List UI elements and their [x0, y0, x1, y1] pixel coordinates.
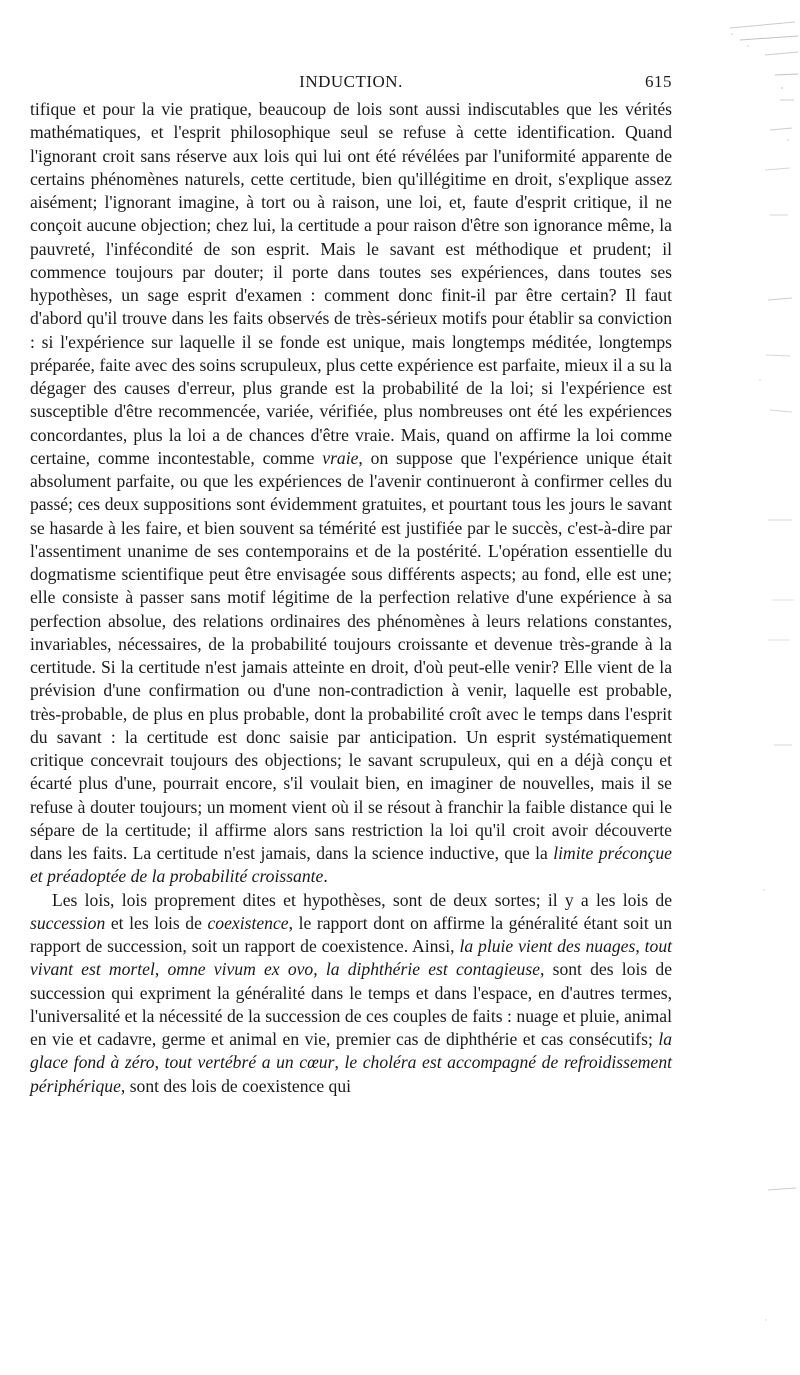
paragraph-2-italic-3: la pluie vient des nuages: [459, 936, 636, 956]
paragraph-2-text-10: , sont des lois de coexistence qui: [120, 1075, 352, 1096]
paragraph-2-text-1: Les lois, lois proprement dites et hypothèses, sont de deux sortes; il y a les lois de: [52, 889, 672, 910]
paragraph-2-italic-4: tout vivant est mortel: [30, 936, 673, 980]
paragraph-2-italic-7: la glace fond à zéro: [30, 1029, 672, 1073]
paragraph-2-text-5: ,: [154, 959, 168, 980]
paragraph-2-italic-5: omne vivum ex ovo: [167, 959, 314, 980]
paragraph-1-italic-1: vraie: [322, 447, 359, 468]
paragraph-2-text-2: et les lois de: [105, 912, 208, 933]
paragraph-2-italic-6: la diphthérie est contagieuse: [325, 959, 541, 980]
paragraph-1: [30, 98, 672, 889]
paragraph-2-italic-1: succession: [30, 912, 106, 933]
paragraph-2-italic-8: tout vertébré a un cœur: [164, 1052, 335, 1073]
paragraph-2-text-9: ,: [334, 1052, 345, 1073]
paragraph-2-text-8: ,: [154, 1052, 165, 1073]
paragraph-1-text-1: tifique et pour la vie pratique, beaucoup de lois sont aussi indiscutables que les vérités mathématiques, et l'esprit philosophique seul se refuse à cette identification. Quand l'ignorant croit sans réserve aux lois qui lui ont été révélées par l'uniformité apparente de certains phénomènes naturels, cette certitude, bien qu'illégitime en droit, s'explique assez aisément; l'ignorant imagine, à tort ou à raison, une loi, et, faute d'esprit critique, il ne conçoit aucune objection; chez lui, la certitude a pour raison d'être son ignorance même, la pauvreté, l'infécondité de son esprit. Mais le savant est méthodique et prudent; il commence toujours par douter; il porte dans toutes ses expériences, dans toutes ses hypothèses, un sage esprit d'examen : comment donc finit-il par être certain? Il faut d'abord qu'il trouve dans les faits observés de très-sérieux motifs pour établir sa conviction : si l'expérience sur laquelle il se fonde est unique, mais longtemps méditée, longtemps préparée, faite avec des soins scrupuleux, plus cette expérience est parfaite, mieux il a su la dégager des causes d'erreur, plus grande est la probabilité de la loi; si l'expérience est susceptible d'être recommencée, variée, vérifiée, plus nombreuses ont été les expériences concordantes, plus la loi a de chances d'être vraie. Mais, quand on affirme la loi comme certaine, comme incontestable, comme: [30, 99, 672, 468]
paragraph-2: [30, 889, 672, 1098]
paragraph-2-text-7: , sont des lois de succession qui expriment la généralité dans le temps et dans l'espace, en d'autres termes, l'universalité et la nécessité de la succession de ces couples de faits : nuage et pluie, animal en vie et cadavre, germe et animal en vie, premier cas de diphthérie et cas consécutifs;: [30, 959, 673, 1049]
paragraph-2-text-3: , le rapport dont on affirme la généralité étant soit un rapport de succession, soit un rapport de coexistence. Ainsi,: [30, 912, 672, 956]
paragraph-1-italic-2: limite préconçue et préadoptée de la probabilité croissante: [30, 843, 672, 887]
paragraph-1-text-2: , on suppose que l'expérience unique était absolument parfaite, ou que les expériences de l'avenir continueront à confirmer celles du passé; ces deux suppositions sont évidemment gratuites, et pourtant tous les jours le savant se hasarde à les faire, et bien souvent sa témérité est justifiée par le succès, c'est-à-dire par l'assentiment unanime de ses contemporains et de la postérité. L'opération essentielle du dogmatisme scientifique peut être envisagée sous différents aspects; au fond, elle est une; elle consiste à passer sans motif légitime de la perfection relative d'une expérience à sa perfection absolue, des relations ordinaires des phénomènes à leurs relations constantes, invariables, nécessaires, de la probabilité toujours croissante et devenue très-grande à la certitude. Si la certitude n'est jamais atteinte en droit, d'où peut-elle venir? Elle vient de la prévision d'une confirmation ou d'une non-contradiction à venir, laquelle est probable, très-probable, de plus en plus probable, dont la probabilité croît avec le temps dans l'esprit du savant : la certitude est donc saisie par anticipation. Un esprit systématiquement critique concevrait toujours des objections; le savant scrupuleux, qui en a déjà conçu et écarté plus d'une, pourrait encore, s'il voulait bien, en imaginer de nouvelles, mais il se refuse à douter toujours; un moment vient où il se résout à franchir la faible distance qui le sépare de la certitude; il affirme alors sans restriction la loi qu'il croit avoir découverte dans les faits. La certitude n'est jamais, dans la science inductive, que la: [30, 447, 673, 863]
bleedthrough-marks: [670, 0, 800, 1370]
paragraph-2-text-4: ,: [635, 936, 645, 956]
page-number: 615: [645, 72, 672, 91]
book-page: [30, 68, 672, 1098]
running-title: INDUCTION.: [299, 72, 403, 91]
running-head: [30, 68, 672, 98]
paragraph-2-italic-2: coexistence: [207, 912, 289, 933]
paragraph-1-text-3: .: [323, 866, 328, 887]
body-text: [30, 98, 672, 1098]
paragraph-2-italic-9: le choléra est accompagné de refroidissement périphérique: [30, 1052, 673, 1096]
paragraph-2-text-6: ,: [313, 959, 326, 980]
page-edge-bleedthrough: [670, 0, 800, 1370]
